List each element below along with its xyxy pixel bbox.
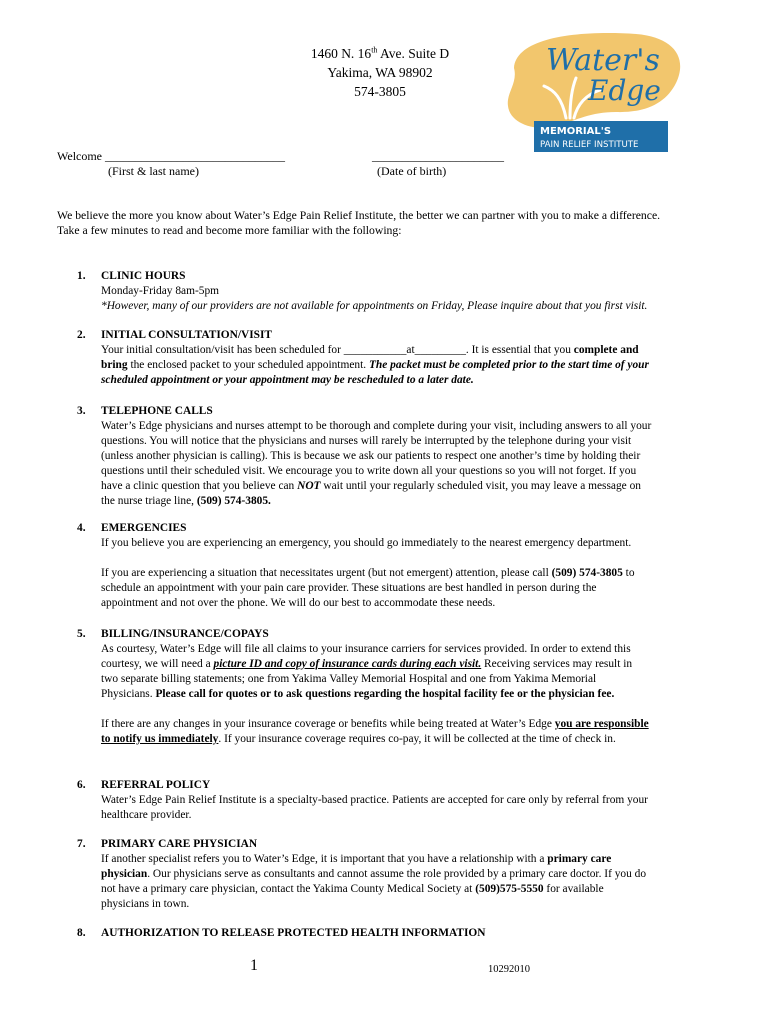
section-title: EMERGENCIES — [101, 522, 187, 534]
date-of-birth-hint: (Date of birth) — [377, 164, 447, 178]
phone-line: 574-3805 — [354, 84, 406, 99]
logo-title-line1: Water's — [546, 43, 660, 78]
section-number: 1. — [77, 270, 86, 282]
section-billing-insurance — [101, 627, 715, 747]
section-line: bring the enclosed packet to your scheduled appointment. The packet must be completed prior to the start time of your — [101, 359, 649, 371]
section-line: have a clinic question that you believe can NOT wait until your regularly scheduled visit, you may leave a message on — [101, 480, 641, 492]
waters-edge-logo — [496, 28, 686, 156]
section-line: healthcare provider. — [101, 809, 192, 821]
section-clinic-hours — [101, 269, 715, 314]
welcome-name-field[interactable]: Welcome ______________________________ — [57, 149, 286, 163]
section-title: TELEPHONE CALLS — [101, 405, 213, 417]
section-title: AUTHORIZATION TO RELEASE PROTECTED HEALTH INFORMATION — [101, 927, 486, 939]
section-line: If you believe you are experiencing an emergency, you should go immediately to the nearest emergency department. — [101, 537, 632, 549]
section-primary-care-physician — [101, 837, 715, 912]
section-line: Physicians. Please call for quotes or to ask questions regarding the hospital facility fee or the physician fee. — [101, 688, 615, 700]
street-address: 1460 N. 16th Ave. Suite D — [310, 45, 450, 61]
section-number: 7. — [77, 838, 86, 850]
section-emergencies — [101, 521, 715, 611]
section-line: (unless another physician is calling). This is because we ask our patients to respect one another’s time by holding their — [101, 450, 641, 462]
section-line: appointment and not over the phone. We will do our best to accommodate these needs. — [101, 597, 496, 609]
section-line: physicians in town. — [101, 898, 190, 910]
intro-line: Take a few minutes to read and become more familiar with the following: — [57, 224, 402, 237]
section-line: questions. You will notice that the physicians and nurses will rarely be interrupted by the telephone during your visit — [101, 435, 632, 447]
section-initial-consultation — [101, 328, 715, 388]
logo-title-line2: Edge — [588, 74, 661, 107]
section-line: not have a primary care physician, contact the Yakima County Medical Society at (509)575-5550 for available — [101, 883, 604, 895]
section-title: BILLING/INSURANCE/COPAYS — [101, 628, 269, 640]
clinic-address — [250, 44, 510, 101]
section-line: physician. Our physicians serve as consultants and cannot assume the role provided by a primary care doctor. If you do — [101, 868, 647, 880]
intro-line: We believe the more you know about Water’s Edge Pain Relief Institute, the better we can partner with you to make a difference. — [57, 209, 661, 222]
intro-paragraph — [57, 208, 717, 238]
city-line: Yakima, WA 98902 — [327, 65, 433, 80]
section-line: scheduled appointment or your appointment may be rescheduled to a later date. — [101, 374, 474, 386]
form-code: 10292010 — [488, 964, 530, 975]
page-number: 1 — [250, 957, 258, 974]
section-title: REFERRAL POLICY — [101, 779, 211, 791]
logo-badge-line2: PAIN RELIEF INSTITUTE — [540, 140, 639, 150]
section-line: Your initial consultation/visit has been scheduled for ___________at_________. It is essential that you complete and — [101, 344, 639, 356]
section-line: Monday-Friday 8am-5pm — [101, 285, 219, 297]
section-line: the nurse triage line, (509) 574-3805. — [101, 495, 271, 507]
section-line: *However, many of our providers are not available for appointments on Friday, Please inquire about that you first visit. — [101, 300, 648, 312]
section-telephone-calls — [101, 404, 715, 509]
section-authorization — [101, 926, 715, 941]
section-number: 2. — [77, 329, 86, 341]
section-number: 6. — [77, 779, 86, 791]
section-line: If you are experiencing a situation that necessitates urgent (but not emergent) attention, please call (509) 574-3805 to — [101, 567, 635, 579]
section-number: 5. — [77, 628, 86, 640]
section-line: questions until their scheduled visit. We encourage you to write down all your questions so you will not forget. If you — [101, 465, 637, 477]
section-line: Water’s Edge Pain Relief Institute is a specialty-based practice. Patients are accepted for care only by referral from your — [101, 794, 648, 806]
section-number: 3. — [77, 405, 86, 417]
section-line: If another specialist refers you to Water’s Edge, it is important that you have a relationship with a primary care — [101, 853, 612, 865]
section-line: Water’s Edge physicians and nurses attempt to be thorough and complete during your visit, including answers to all your — [101, 420, 652, 432]
logo-badge-line1: MEMORIAL'S — [540, 126, 612, 137]
section-referral-policy — [101, 778, 715, 823]
section-title: CLINIC HOURS — [101, 270, 186, 282]
section-number: 8. — [77, 927, 86, 939]
section-line: two separate billing statements; one from Yakima Valley Memorial Hospital and one from Yakima Memorial — [101, 673, 597, 685]
section-line: courtesy, we will need a picture ID and copy of insurance cards during each visit. Receiving services may result in — [101, 658, 633, 670]
date-of-birth-field[interactable]: ______________________ — [372, 149, 504, 163]
section-line: schedule an appointment with your pain care provider. These situations are best handled in person during the — [101, 582, 597, 594]
section-title: INITIAL CONSULTATION/VISIT — [101, 329, 273, 341]
section-title: PRIMARY CARE PHYSICIAN — [101, 838, 258, 850]
section-line: to notify us immediately. If your insurance coverage requires co-pay, it will be collected at the time of check in. — [101, 733, 616, 745]
section-line: As courtesy, Water’s Edge will file all claims to your insurance carriers for services provided. In order to extend this — [101, 643, 631, 655]
section-number: 4. — [77, 522, 86, 534]
section-line: If there are any changes in your insurance coverage or benefits while being treated at Water’s Edge you are responsible — [101, 718, 649, 730]
name-hint: (First & last name) — [108, 164, 199, 178]
